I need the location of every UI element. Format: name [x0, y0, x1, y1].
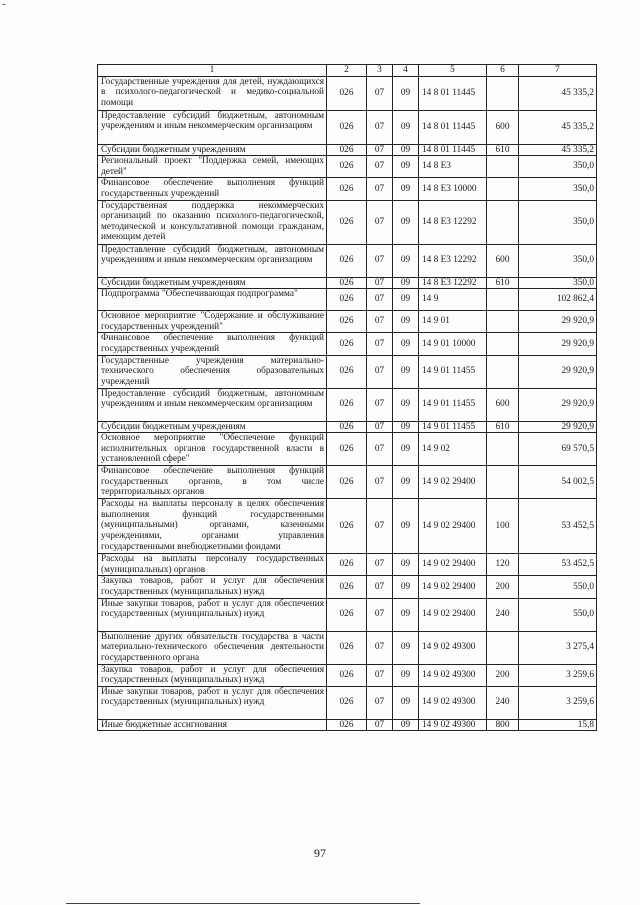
cell-subsection: 09 [393, 686, 419, 719]
cell-amount: 45 335,2 [519, 110, 597, 144]
footer-rule [66, 903, 420, 904]
column-header: 4 [393, 65, 419, 77]
cell-section: 07 [367, 421, 393, 433]
cell-amount: 29 920,9 [519, 333, 597, 355]
cell-subsection: 09 [393, 110, 419, 144]
cell-ministry: 026 [327, 466, 367, 499]
cell-section: 07 [367, 388, 393, 421]
cell-name: Предоставление субсидий бюджетным, автономным учреждениям и иным некоммерческим организациям [98, 388, 327, 421]
table-row [98, 554, 597, 576]
table-row [98, 598, 597, 631]
cell-ministry: 026 [327, 631, 367, 664]
cell-section: 07 [367, 144, 393, 156]
column-header: 6 [487, 65, 519, 77]
cell-section: 07 [367, 178, 393, 200]
cell-amount: 350,0 [519, 178, 597, 200]
cell-ministry: 026 [327, 576, 367, 598]
cell-section: 07 [367, 289, 393, 311]
cell-subsection: 09 [393, 664, 419, 686]
cell-target-article: 14 9 02 49300 [419, 686, 487, 719]
cell-name: Государственные учреждения для детей, нуждающихся в психолого-педагогической и медико-социальной помощи [98, 76, 327, 110]
cell-name: Расходы на выплаты персоналу государственных (муниципальных) органов [98, 554, 327, 576]
cell-amount: 45 335,2 [519, 144, 597, 156]
table-row [98, 576, 597, 598]
cell-name: Основное мероприятие "Обеспечение функций исполнительных органов государственной власти в установленной сфере" [98, 433, 327, 466]
cell-section: 07 [367, 433, 393, 466]
cell-ministry: 026 [327, 156, 367, 178]
column-header: 3 [367, 65, 393, 77]
cell-subsection: 09 [393, 144, 419, 156]
cell-amount: 29 920,9 [519, 355, 597, 388]
cell-amount: 29 920,9 [519, 388, 597, 421]
cell-expense-type [487, 631, 519, 664]
cell-section: 07 [367, 664, 393, 686]
cell-amount: 3 259,6 [519, 686, 597, 719]
cell-expense-type [487, 466, 519, 499]
cell-target-article: 14 8 Е3 12292 [419, 277, 487, 289]
cell-ministry: 026 [327, 686, 367, 719]
column-header: 7 [519, 65, 597, 77]
cell-name: Субсидии бюджетным учреждениям [98, 421, 327, 433]
cell-amount: 350,0 [519, 277, 597, 289]
cell-subsection: 09 [393, 421, 419, 433]
cell-expense-type [487, 355, 519, 388]
cell-ministry: 026 [327, 178, 367, 200]
cell-ministry: 026 [327, 277, 367, 289]
cell-amount: 102 862,4 [519, 289, 597, 311]
cell-amount: 15,8 [519, 719, 597, 731]
cell-amount: 350,0 [519, 200, 597, 244]
cell-expense-type: 240 [487, 598, 519, 631]
table-row [98, 156, 597, 178]
cell-name: Предоставление субсидий бюджетным, автономным учреждениям и иным некоммерческим организациям [98, 110, 327, 144]
cell-name: Государственная поддержка некоммерческих организаций по оказанию психолого-педагогической, методической и консультативной помощи гражданам, имеющим детей [98, 200, 327, 244]
table-row [98, 178, 597, 200]
table-row [98, 144, 597, 156]
cell-name: Выполнение других обязательств государства в части материально-технического обеспечения деятельности государственного органа [98, 631, 327, 664]
cell-section: 07 [367, 200, 393, 244]
cell-expense-type: 200 [487, 664, 519, 686]
cell-amount: 550,0 [519, 576, 597, 598]
cell-section: 07 [367, 244, 393, 277]
cell-name: Основное мероприятие "Содержание и обслуживание государственных учреждений" [98, 311, 327, 333]
corner-mark: - [2, 0, 6, 10]
cell-ministry: 026 [327, 244, 367, 277]
cell-target-article: 14 9 02 [419, 433, 487, 466]
page-number: 97 [314, 846, 326, 860]
cell-expense-type: 610 [487, 277, 519, 289]
cell-section: 07 [367, 466, 393, 499]
cell-name: Иные закупки товаров, работ и услуг для обеспечения государственных (муниципальных) нужд [98, 686, 327, 719]
cell-ministry: 026 [327, 421, 367, 433]
cell-section: 07 [367, 499, 393, 554]
table-row [98, 110, 597, 144]
cell-target-article: 14 9 02 49300 [419, 719, 487, 731]
cell-subsection: 09 [393, 200, 419, 244]
table-row [98, 76, 597, 110]
cell-target-article: 14 8 Е3 10000 [419, 178, 487, 200]
cell-target-article: 14 9 01 [419, 311, 487, 333]
cell-expense-type [487, 76, 519, 110]
cell-ministry: 026 [327, 333, 367, 355]
cell-ministry: 026 [327, 433, 367, 466]
cell-ministry: 026 [327, 76, 367, 110]
cell-expense-type [487, 200, 519, 244]
cell-amount: 350,0 [519, 156, 597, 178]
cell-subsection: 09 [393, 499, 419, 554]
cell-subsection: 09 [393, 178, 419, 200]
cell-amount: 29 920,9 [519, 421, 597, 433]
cell-amount: 3 259,6 [519, 664, 597, 686]
cell-expense-type [487, 289, 519, 311]
cell-section: 07 [367, 686, 393, 719]
cell-name: Региональный проект "Поддержка семей, имеющих детей" [98, 156, 327, 178]
cell-name: Расходы на выплаты персоналу в целях обеспечения выполнения функций государственными (муниципальными) органами, казенными учреждениями, органами управления государственными внебюджетными фондами [98, 499, 327, 554]
table-row [98, 421, 597, 433]
table-row [98, 388, 597, 421]
cell-expense-type: 600 [487, 388, 519, 421]
cell-section: 07 [367, 719, 393, 731]
cell-ministry: 026 [327, 554, 367, 576]
cell-subsection: 09 [393, 631, 419, 664]
cell-target-article: 14 8 Е3 12292 [419, 244, 487, 277]
cell-section: 07 [367, 277, 393, 289]
cell-subsection: 09 [393, 388, 419, 421]
cell-target-article: 14 8 Е3 12292 [419, 200, 487, 244]
budget-table [97, 64, 597, 731]
cell-expense-type [487, 433, 519, 466]
column-header: 5 [419, 65, 487, 77]
cell-target-article: 14 9 [419, 289, 487, 311]
cell-section: 07 [367, 554, 393, 576]
cell-section: 07 [367, 333, 393, 355]
cell-expense-type: 610 [487, 144, 519, 156]
cell-target-article: 14 9 02 29400 [419, 554, 487, 576]
cell-subsection: 09 [393, 355, 419, 388]
cell-amount: 54 002,5 [519, 466, 597, 499]
cell-ministry: 026 [327, 355, 367, 388]
cell-target-article: 14 9 01 11455 [419, 355, 487, 388]
cell-section: 07 [367, 598, 393, 631]
cell-subsection: 09 [393, 576, 419, 598]
cell-expense-type [487, 156, 519, 178]
table-row [98, 664, 597, 686]
cell-ministry: 026 [327, 110, 367, 144]
cell-ministry: 026 [327, 311, 367, 333]
cell-expense-type: 100 [487, 499, 519, 554]
cell-expense-type: 610 [487, 421, 519, 433]
table-row [98, 277, 597, 289]
cell-target-article: 14 8 Е3 [419, 156, 487, 178]
table-row [98, 244, 597, 277]
cell-target-article: 14 9 02 29400 [419, 466, 487, 499]
table-row [98, 433, 597, 466]
cell-section: 07 [367, 576, 393, 598]
cell-ministry: 026 [327, 289, 367, 311]
cell-name: Закупка товаров, работ и услуг для обеспечения государственных (муниципальных) нужд [98, 576, 327, 598]
cell-target-article: 14 9 01 11455 [419, 388, 487, 421]
table-row [98, 466, 597, 499]
cell-name: Финансовое обеспечение выполнения функций государственных органов, в том числе территориальных органов [98, 466, 327, 499]
cell-section: 07 [367, 156, 393, 178]
cell-target-article: 14 8 01 11445 [419, 76, 487, 110]
cell-subsection: 09 [393, 719, 419, 731]
cell-subsection: 09 [393, 466, 419, 499]
cell-name: Субсидии бюджетным учреждениям [98, 144, 327, 156]
cell-name: Предоставление субсидий бюджетным, автономным учреждениям и иным некоммерческим организациям [98, 244, 327, 277]
cell-expense-type: 200 [487, 576, 519, 598]
cell-section: 07 [367, 355, 393, 388]
cell-section: 07 [367, 110, 393, 144]
cell-amount: 53 452,5 [519, 554, 597, 576]
cell-subsection: 09 [393, 311, 419, 333]
cell-amount: 69 570,5 [519, 433, 597, 466]
cell-expense-type [487, 333, 519, 355]
cell-target-article: 14 8 01 11445 [419, 110, 487, 144]
cell-name: Иные закупки товаров, работ и услуг для обеспечения государственных (муниципальных) нужд [98, 598, 327, 631]
cell-name: Субсидии бюджетным учреждениям [98, 277, 327, 289]
cell-subsection: 09 [393, 598, 419, 631]
cell-expense-type: 120 [487, 554, 519, 576]
cell-ministry: 026 [327, 388, 367, 421]
cell-target-article: 14 8 01 11445 [419, 144, 487, 156]
cell-target-article: 14 9 02 49300 [419, 664, 487, 686]
cell-amount: 350,0 [519, 244, 597, 277]
cell-amount: 45 335,2 [519, 76, 597, 110]
cell-section: 07 [367, 76, 393, 110]
cell-name: Финансовое обеспечение выполнения функций государственных учреждений [98, 178, 327, 200]
table-row [98, 686, 597, 719]
cell-subsection: 09 [393, 277, 419, 289]
cell-ministry: 026 [327, 664, 367, 686]
table-row [98, 355, 597, 388]
cell-ministry: 026 [327, 144, 367, 156]
cell-expense-type: 600 [487, 244, 519, 277]
cell-name: Закупка товаров, работ и услуг для обеспечения государственных (муниципальных) нужд [98, 664, 327, 686]
cell-target-article: 14 9 02 49300 [419, 631, 487, 664]
cell-amount: 53 452,5 [519, 499, 597, 554]
cell-name: Государственные учреждения материально-технического обеспечения образовательных учреждений [98, 355, 327, 388]
cell-subsection: 09 [393, 333, 419, 355]
cell-expense-type: 600 [487, 110, 519, 144]
table-header-row [98, 65, 597, 77]
table-row [98, 719, 597, 731]
cell-subsection: 09 [393, 433, 419, 466]
cell-amount: 29 920,9 [519, 311, 597, 333]
cell-expense-type: 800 [487, 719, 519, 731]
cell-ministry: 026 [327, 598, 367, 631]
cell-ministry: 026 [327, 499, 367, 554]
table-row [98, 333, 597, 355]
table-row [98, 200, 597, 244]
cell-subsection: 09 [393, 76, 419, 110]
cell-target-article: 14 9 02 29400 [419, 499, 487, 554]
cell-expense-type: 240 [487, 686, 519, 719]
cell-subsection: 09 [393, 289, 419, 311]
cell-section: 07 [367, 311, 393, 333]
table-row [98, 289, 597, 311]
cell-expense-type [487, 311, 519, 333]
table-row [98, 311, 597, 333]
cell-target-article: 14 9 01 11455 [419, 421, 487, 433]
table-row [98, 499, 597, 554]
column-header: 1 [98, 65, 327, 77]
cell-ministry: 026 [327, 719, 367, 731]
cell-section: 07 [367, 631, 393, 664]
cell-name: Финансовое обеспечение выполнения функций государственных учреждений [98, 333, 327, 355]
cell-subsection: 09 [393, 244, 419, 277]
column-header: 2 [327, 65, 367, 77]
cell-amount: 3 275,4 [519, 631, 597, 664]
cell-target-article: 14 9 01 10000 [419, 333, 487, 355]
cell-amount: 550,0 [519, 598, 597, 631]
cell-target-article: 14 9 02 29400 [419, 598, 487, 631]
cell-target-article: 14 9 02 29400 [419, 576, 487, 598]
cell-expense-type [487, 178, 519, 200]
cell-subsection: 09 [393, 554, 419, 576]
cell-subsection: 09 [393, 156, 419, 178]
cell-name: Иные бюджетные ассигнования [98, 719, 327, 731]
table-row [98, 631, 597, 664]
cell-ministry: 026 [327, 200, 367, 244]
cell-name: Подпрограмма "Обеспечивающая подпрограмма" [98, 289, 327, 311]
